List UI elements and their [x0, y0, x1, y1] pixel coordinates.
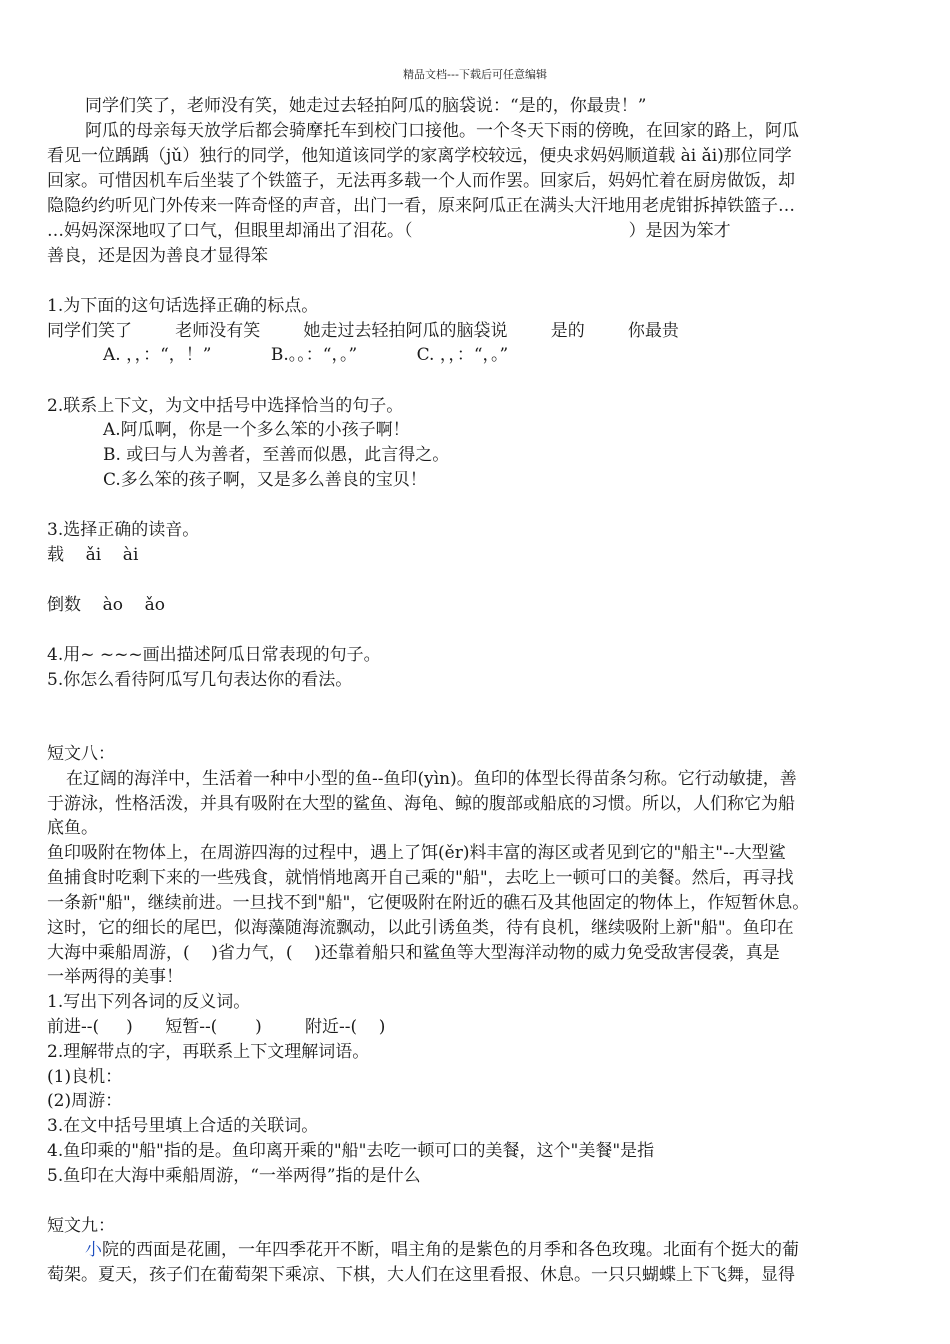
passage-line: 在辽阔的海洋中，生活着一种中小型的鱼--鱼印(yìn)。鱼印的体型长得苗条匀称。它行动敏捷，善	[66, 769, 797, 789]
question-title: 1.写出下列各词的反义词。	[47, 992, 251, 1012]
question-title: 2.理解带点的字，再联系上下文理解词语。	[47, 1042, 370, 1062]
passage-line: 回家。可惜因机车后坐装了个铁篮子，无法再多载一个人而作罢。回家后，妈妈忙着在厨房做饭，却	[47, 171, 795, 191]
pinyin-row: 倒数 ào ǎo	[47, 595, 165, 615]
option-a: A.阿瓜啊，你是一个多么笨的小孩子啊！	[103, 420, 410, 440]
question-title: 5.你怎么看待阿瓜写几句表达你的看法。	[47, 670, 353, 690]
passage-line: 一条新"船"，继续前进。一旦找不到"船"，它便吸附在附近的礁石及其他固定的物体上，作短暂休息。	[47, 893, 810, 913]
question-title: 4.鱼印乘的"船"指的是。鱼印离开乘的"船"去吃一顿可口的美餐，这个"美餐"是指	[47, 1141, 655, 1161]
passage-line: …妈妈深深地叹了口气，但眼里却涌出了泪花。（ ）是因为笨才	[47, 221, 731, 241]
section-title: 短文八：	[47, 744, 115, 764]
question-sentence: 同学们笑了 老师没有笑 她走过去轻拍阿瓜的脑袋说 是的 你最贵	[47, 321, 679, 341]
question-item: (2)周游：	[47, 1091, 123, 1111]
question-title: 4.用~ ~~~画出描述阿瓜日常表现的句子。	[47, 645, 381, 665]
question-title: 5.鱼印在大海中乘船周游，“一举两得”指的是什么	[47, 1166, 421, 1186]
passage-line: 同学们笑了，老师没有笑，她走过去轻拍阿瓜的脑袋说：“是的，你最贵！”	[85, 96, 647, 116]
passage-line: 隐隐约约听见门外传来一阵奇怪的声音，出门一看，原来阿瓜正在满头大汗地用老虎钳拆掉铁篮子…	[47, 196, 795, 216]
passage-text: 院的西面是花圃，一年四季花开不断，唱主角的是紫色的月季和各色玫瑰。北面有个挺大的葡	[102, 1240, 799, 1260]
question-title: 3.选择正确的读音。	[47, 520, 200, 540]
question-title: 1.为下面的这句话选择正确的标点。	[47, 296, 319, 316]
passage-line: 阿瓜的母亲每天放学后都会骑摩托车到校门口接他。一个冬天下雨的傍晚，在回家的路上，阿瓜	[85, 121, 799, 141]
pinyin-row: 载 ǎi ài	[47, 545, 139, 565]
passage-line: 善良，还是因为善良才显得笨	[47, 246, 268, 266]
passage-line: 一举两得的美事！	[47, 967, 183, 987]
passage-line: 大海中乘船周游，( )省力气，( )还靠着船只和鲨鱼等大型海洋动物的威力免受敌害侵袭，真是	[47, 943, 780, 963]
passage-line: 看见一位踽踽（jǔ）独行的同学，他知道该同学的家离学校较远，便央求妈妈顺道载 ài ǎi)那位同学	[47, 146, 792, 166]
question-title: 2.联系上下文，为文中括号中选择恰当的句子。	[47, 396, 404, 416]
passage-line: 底鱼。	[47, 818, 98, 838]
passage-line: 这时，它的细长的尾巴，似海藻随海流飘动，以此引诱鱼类，待有良机，继续吸附上新"船"。鱼印在	[47, 918, 794, 938]
question-item: (1)良机：	[47, 1067, 123, 1087]
question-options: A. ，，：“，！” B.。。：“，。” C. ，，：“，。”	[103, 345, 509, 365]
option-c: C.多么笨的孩子啊，又是多么善良的宝贝！	[103, 470, 427, 490]
passage-line	[85, 1240, 799, 1260]
section-title: 短文九：	[47, 1216, 115, 1236]
passage-line: 鱼捕食时吃剩下来的一些残食，就悄悄地离开自己乘的"船"，去吃上一顿可口的美餐。然后，再寻找	[47, 868, 794, 888]
passage-line: 于游泳，性格活泼，并具有吸附在大型的鲨鱼、海龟、鲸的腹部或船底的习惯。所以，人们称它为船	[47, 794, 795, 814]
passage-line: 萄架。夏天，孩子们在葡萄架下乘凉、下棋，大人们在这里看报、休息。一只只蝴蝶上下飞舞，显得	[47, 1265, 795, 1285]
passage-line: 鱼印吸附在物体上，在周游四海的过程中，遇上了饵(ěr)料丰富的海区或者见到它的"船主"--大型鲨	[47, 843, 786, 863]
page-header: 精品文档---下载后可任意编辑	[403, 68, 547, 81]
option-b: B. 或曰与人为善者，至善而似愚，此言得之。	[103, 445, 450, 465]
question-title: 3.在文中括号里填上合适的关联词。	[47, 1116, 319, 1136]
highlighted-char: 小	[85, 1240, 102, 1260]
question-blanks: 前进--( ) 短暂--( ) 附近--( )	[47, 1017, 386, 1037]
